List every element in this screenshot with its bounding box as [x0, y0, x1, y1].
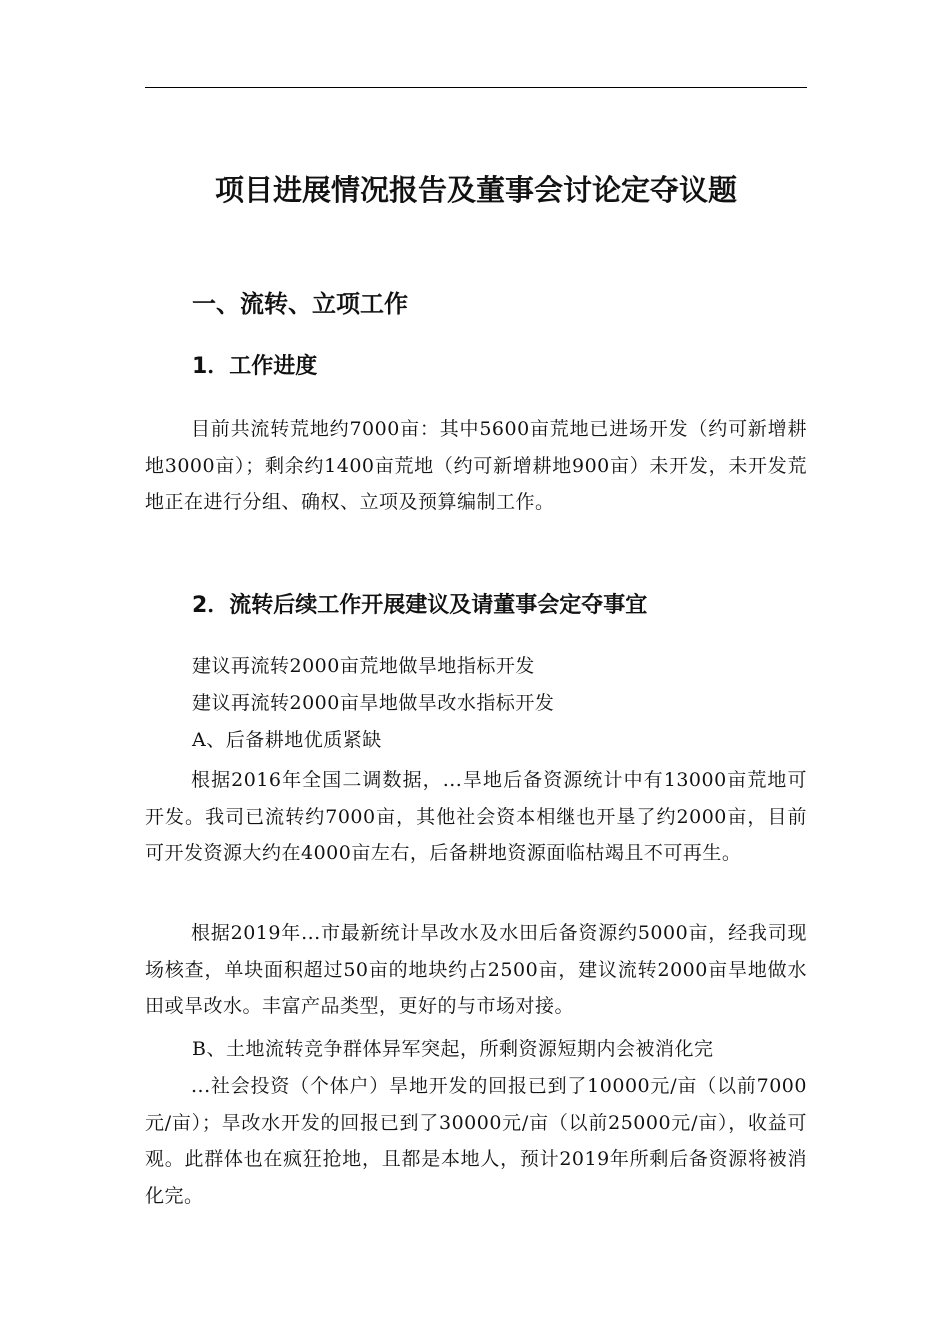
document-title: 项目进展情况报告及董事会讨论定夺议题 — [214, 173, 737, 207]
section-heading-transfer-approval: 一、流转、立项工作 — [192, 290, 408, 318]
suggestion-line-dryland: 建议再流转2000亩荒地做旱地指标开发 — [192, 655, 535, 677]
point-b-heading: B、土地流转竞争群体异军突起，所剩资源短期内会被消化完 — [192, 1038, 714, 1060]
point-a-paragraph-1: 根据2016年全国二调数据，...旱地后备资源统计中有13000亩荒地可开发。我司已流转约7000亩，其他社会资本相继也开垦了约2000亩，目前可开发资源大约在4000亩左右，后备耕地资源面临枯竭且不可再生。 — [145, 769, 807, 864]
progress-paragraph: 目前共流转荒地约7000亩：其中5600亩荒地已进场开发（约可新增耕地3000亩）；剩余约1400亩荒地（约可新增耕地900亩）未开发，未开发荒地正在进行分组、确权、立项及预算编制工作。 — [145, 418, 807, 513]
point-a-heading: A、后备耕地优质紧缺 — [192, 729, 382, 751]
point-a-paragraph-2: 根据2019年...市最新统计旱改水及水田后备资源约5000亩，经我司现场核查，单块面积超过50亩的地块约占2500亩，建议流转2000亩旱地做水田或旱改水。丰富产品类型，更好的与市场对接。 — [145, 922, 807, 1017]
subsection-heading-suggestions: 2．流转后续工作开展建议及请董事会定夺事宜 — [192, 593, 648, 618]
suggestion-line-paddy-conversion: 建议再流转2000亩旱地做旱改水指标开发 — [192, 692, 555, 714]
header-divider — [145, 87, 807, 88]
subsection-heading-progress: 1．工作进度 — [192, 354, 318, 379]
point-b-paragraph: ...社会投资（个体户）旱地开发的回报已到了10000元/亩（以前7000元/亩）；旱改水开发的回报已到了30000元/亩（以前25000元/亩），收益可观。此群体也在疯狂抢地，且都是本地人，预计2019年所剩后备资源将被消化完。 — [145, 1075, 807, 1207]
